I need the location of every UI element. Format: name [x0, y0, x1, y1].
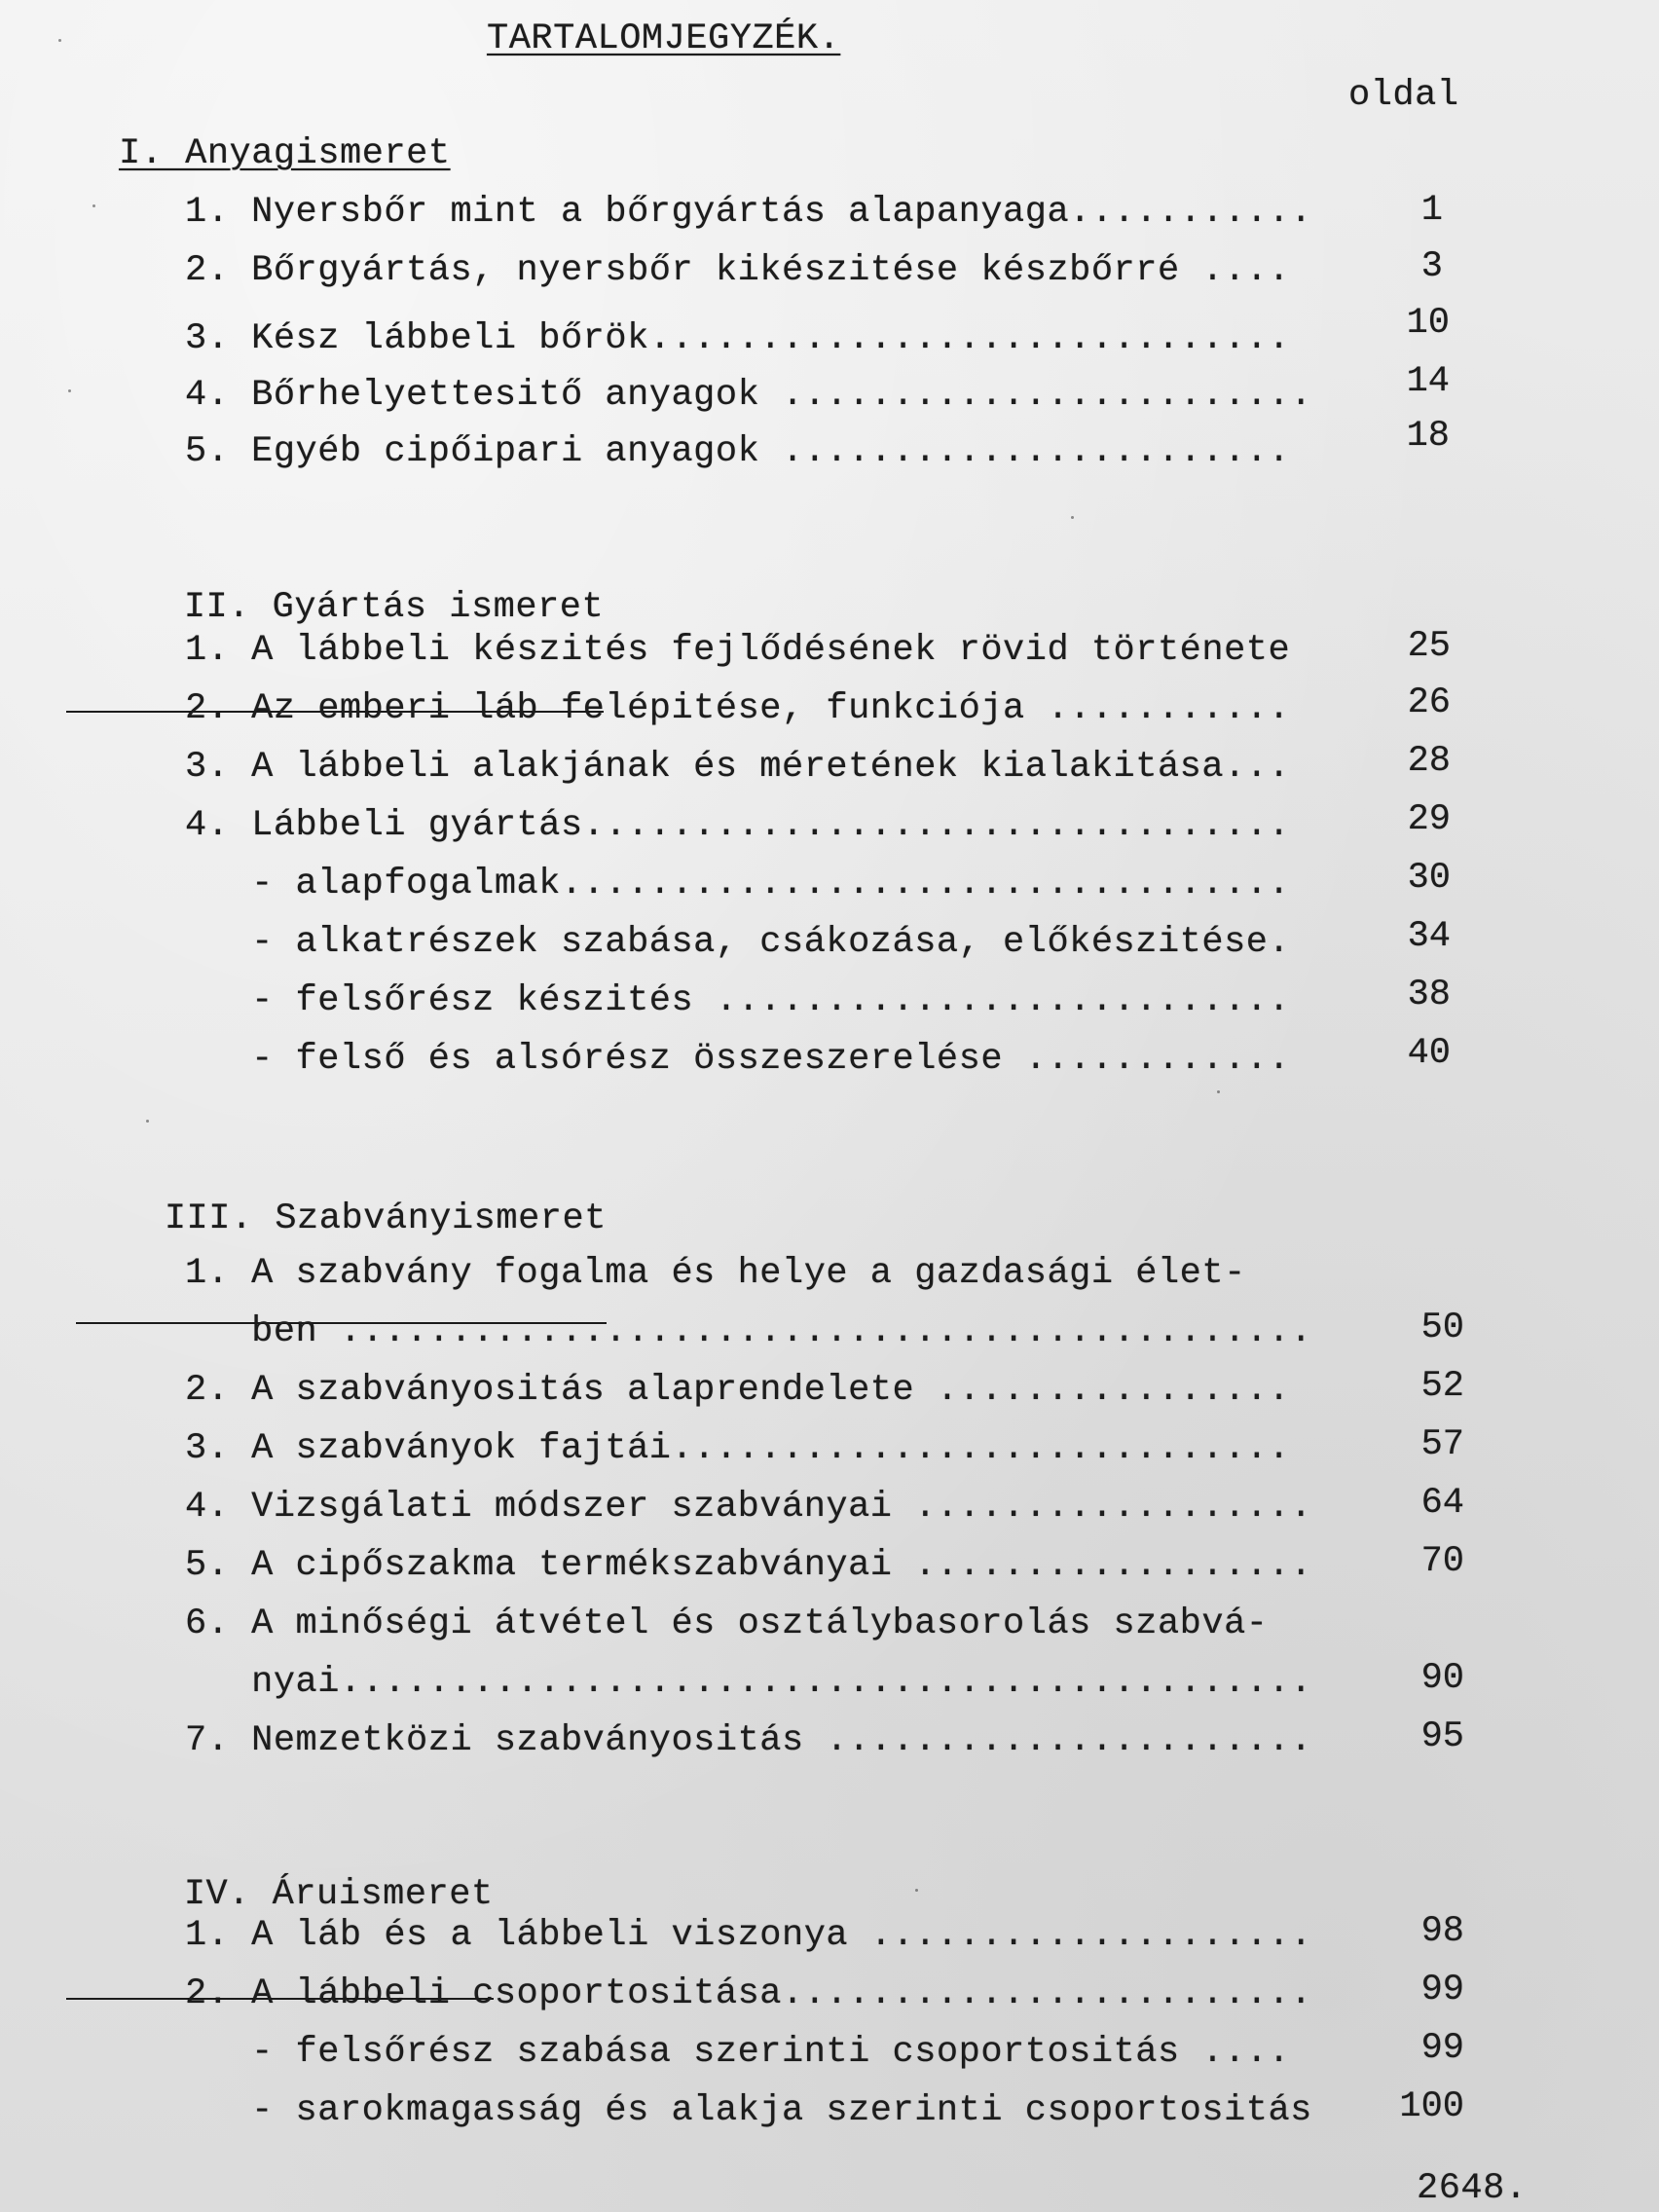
toc-page-number: 34 — [1407, 916, 1451, 957]
toc-item: 1. A láb és a lábbeli viszonya .................... — [185, 1915, 1312, 1956]
toc-page-number: 99 — [1420, 2028, 1464, 2069]
toc-subitem: - felsőrész készités .......................... — [185, 980, 1291, 1021]
toc-item: 3. A lábbeli alakjának és méretének kialakitása... — [185, 747, 1291, 788]
toc-page-number: 90 — [1420, 1658, 1464, 1699]
toc-item: 4. Lábbeli gyártás................................ — [185, 805, 1291, 846]
toc-page-number: 29 — [1407, 799, 1451, 840]
toc-item-continuation: nyai............................................ — [185, 1662, 1312, 1703]
toc-item-continuation: ben ............................................ — [185, 1311, 1312, 1352]
toc-page-number: 25 — [1407, 626, 1451, 667]
toc-page-number: 1 — [1420, 190, 1443, 231]
document-title: TARTALOMJEGYZÉK. — [487, 18, 841, 59]
section-heading-text: IV. Áruismeret — [183, 1874, 494, 1915]
toc-page-number: 99 — [1420, 1970, 1464, 2010]
toc-page-number: 57 — [1420, 1424, 1464, 1465]
toc-item: 1. A lábbeli készités fejlődésének rövid története — [185, 630, 1291, 671]
paper-speck — [1071, 516, 1074, 519]
toc-subitem: - sarokmagasság és alakja szerinti csoportositás — [185, 2090, 1312, 2131]
toc-item: 5. A cipőszakma termékszabványai .................. — [185, 1545, 1312, 1586]
toc-page-number: 70 — [1420, 1541, 1464, 1582]
toc-item: 4. Bőrhelyettesitő anyagok ........................ — [185, 375, 1312, 416]
toc-page-number: 100 — [1399, 2086, 1464, 2127]
toc-item: 4. Vizsgálati módszer szabványai .................. — [185, 1487, 1312, 1528]
toc-subitem: - alkatrészek szabása, csákozása, előkészitése. — [185, 922, 1291, 963]
toc-page-number: 10 — [1406, 303, 1450, 344]
toc-page-number: 28 — [1407, 741, 1451, 782]
paper-speck — [92, 204, 95, 207]
toc-subitem: - alapfogalmak................................. — [185, 864, 1291, 904]
toc-item: 2. Bőrgyártás, nyersbőr kikészitése készbőrré .... — [185, 250, 1291, 291]
toc-item: 1. A szabvány fogalma és helye a gazdasági élet- — [185, 1253, 1246, 1294]
toc-page-number: 14 — [1406, 361, 1450, 402]
toc-page-number: 26 — [1407, 682, 1451, 723]
toc-item: 2. Az emberi láb felépitése, funkciója ........... — [185, 688, 1291, 729]
paper-speck — [915, 1889, 918, 1892]
toc-page-number: 3 — [1420, 246, 1443, 287]
toc-item: 5. Egyéb cipőipari anyagok ....................... — [185, 431, 1291, 472]
paper-speck — [58, 39, 61, 42]
paper-speck — [1217, 1090, 1220, 1093]
section-heading-szabvanyismeret — [76, 1155, 607, 1326]
paper-speck — [146, 1120, 149, 1123]
toc-page-number: 30 — [1407, 858, 1451, 899]
toc-item: 1. Nyersbőr mint a bőrgyártás alapanyaga........... — [185, 192, 1312, 233]
paper-speck — [68, 389, 71, 392]
footer-number: 2648. — [1417, 2168, 1528, 2209]
toc-item: 2. A lábbeli csoportositása........................ — [185, 1973, 1312, 2014]
section-heading-text: II. Gyártás ismeret — [183, 587, 605, 628]
toc-page-number: 98 — [1420, 1911, 1464, 1952]
toc-item: 3. Kész lábbeli bőrök............................. — [185, 318, 1291, 359]
toc-page-number: 18 — [1406, 416, 1450, 457]
page-column-label: oldal — [1348, 75, 1459, 116]
toc-item: 2. A szabványositás alaprendelete ................ — [185, 1370, 1291, 1411]
toc-item: 3. A szabványok fajtái............................ — [185, 1428, 1291, 1469]
toc-page-number: 40 — [1407, 1033, 1451, 1074]
toc-subitem: - felsőrész szabása szerinti csoportositás .... — [185, 2032, 1291, 2073]
toc-subitem: - felső és alsórész összeszerelése ............ — [185, 1039, 1291, 1080]
section-heading-anyagismeret: I. Anyagismeret — [119, 133, 451, 174]
toc-page-number: 95 — [1420, 1716, 1464, 1757]
toc-page-number: 38 — [1407, 975, 1451, 1015]
toc-item: 7. Nemzetközi szabványositás ...................... — [185, 1720, 1312, 1761]
section-heading-text: III. Szabványismeret — [164, 1198, 607, 1239]
toc-page-number: 52 — [1420, 1366, 1464, 1407]
toc-item: 6. A minőségi átvétel és osztálybasorolás szabvá- — [185, 1604, 1269, 1644]
toc-page-number: 64 — [1420, 1483, 1464, 1524]
toc-page-number: 50 — [1420, 1308, 1464, 1348]
